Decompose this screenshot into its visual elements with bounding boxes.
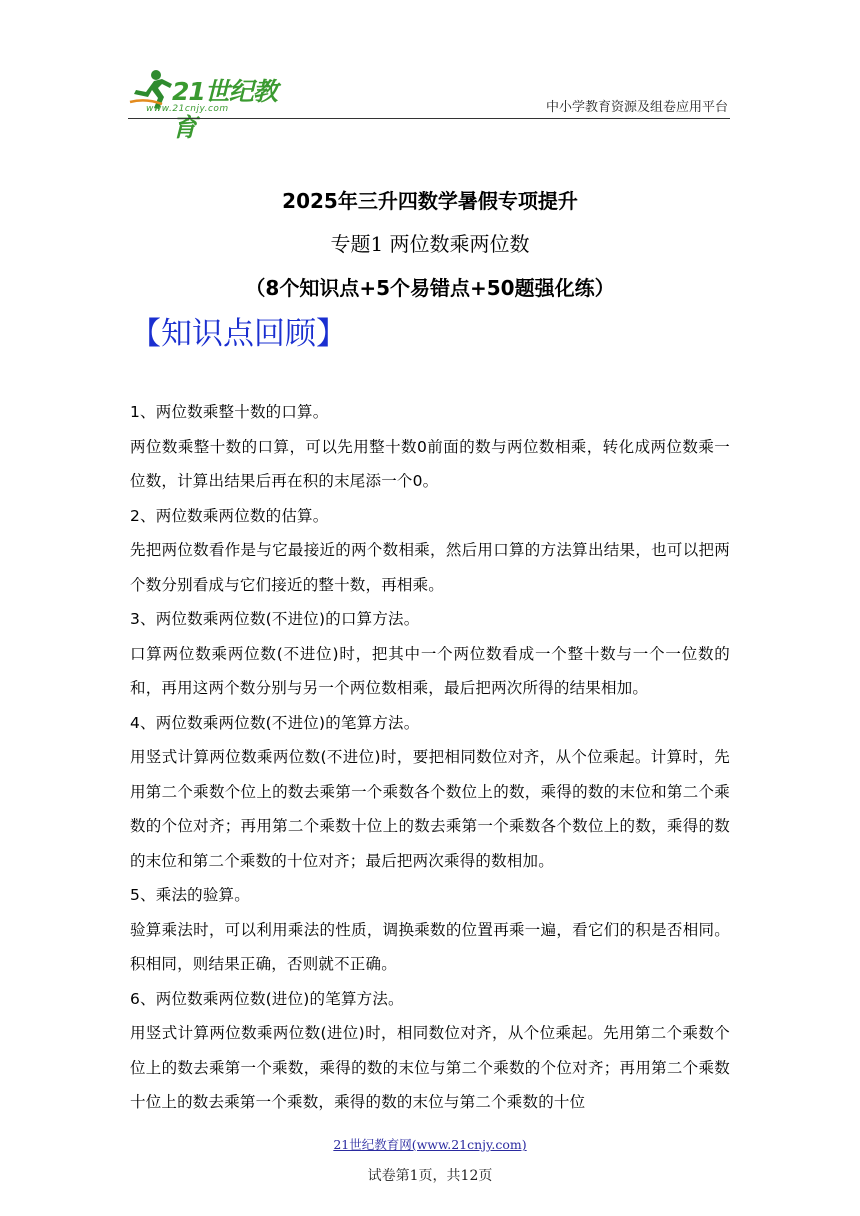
logo-text: 21世纪教育 xyxy=(172,77,277,142)
document-subtitle: 专题1 两位数乘两位数 xyxy=(330,232,530,256)
point-heading: 3、两位数乘两位数(不进位)的口算方法。 xyxy=(130,610,420,628)
point-body: 验算乘法时，可以利用乘法的性质，调换乘数的位置再乘一遍，看它们的积是否相同。积相同，则结果正确，否则就不正确。 xyxy=(130,920,730,973)
document-scope: （8个知识点+5个易错点+50题强化练） xyxy=(245,276,615,300)
footer-link[interactable]: 21世纪教育网(www.21cnjy.com) xyxy=(333,1137,527,1152)
site-logo[interactable] xyxy=(128,68,278,142)
point-heading: 5、乘法的验算。 xyxy=(130,886,250,904)
point-body: 两位数乘整十数的口算，可以先用整十数0前面的数与两位数相乘，转化成两位数乘一位数，计算出结果后再在积的末尾添一个0。 xyxy=(130,437,730,490)
logo-url: www.21cnjy.com xyxy=(146,104,229,114)
platform-tagline: 中小学教育资源及组卷应用平台 xyxy=(545,100,728,115)
page-number: 试卷第1页，共12页 xyxy=(367,1168,493,1184)
point-body: 先把两位数看作是与它最接近的两个数相乘，然后用口算的方法算出结果，也可以把两个数分别看成与它们接近的整十数，再相乘。 xyxy=(130,541,730,594)
knowledge-points xyxy=(130,395,730,1120)
point-body: 用竖式计算两位数乘两位数(不进位)时，要把相同数位对齐，从个位乘起。计算时，先用第二个乘数个位上的数去乘第一个乘数各个数位上的数，乘得的数的末位和第二个乘数的个位对齐；再用第二个乘数十位上的数去乘第一个乘数各个数位上的数，乘得的数的末位和第二个乘数的十位对齐；最后把两次乘得的数相加。 xyxy=(130,748,730,870)
section-heading: 【知识点回顾】 xyxy=(130,316,347,352)
point-heading: 1、两位数乘整十数的口算。 xyxy=(130,403,329,421)
point-heading: 4、两位数乘两位数(不进位)的笔算方法。 xyxy=(130,713,420,732)
point-heading: 2、两位数乘两位数的估算。 xyxy=(130,506,329,525)
document-title: 2025年三升四数学暑假专项提升 xyxy=(282,189,578,213)
point-heading: 6、两位数乘两位数(进位)的笔算方法。 xyxy=(130,989,404,1008)
header-divider xyxy=(128,118,730,119)
point-body: 口算两位数乘两位数(不进位)时，把其中一个两位数看成一个整十数与一个一位数的和，再用这两个数分别与另一个两位数相乘，最后把两次所得的结果相加。 xyxy=(130,644,730,697)
point-body: 用竖式计算两位数乘两位数(进位)时，相同数位对齐，从个位乘起。先用第二个乘数个位上的数去乘第一个乘数，乘得的数的末位与第二个乘数的个位对齐；再用第二个乘数十位上的数去乘第一个乘数，乘得的数的末位与第二个乘数的十位 xyxy=(130,1024,730,1111)
